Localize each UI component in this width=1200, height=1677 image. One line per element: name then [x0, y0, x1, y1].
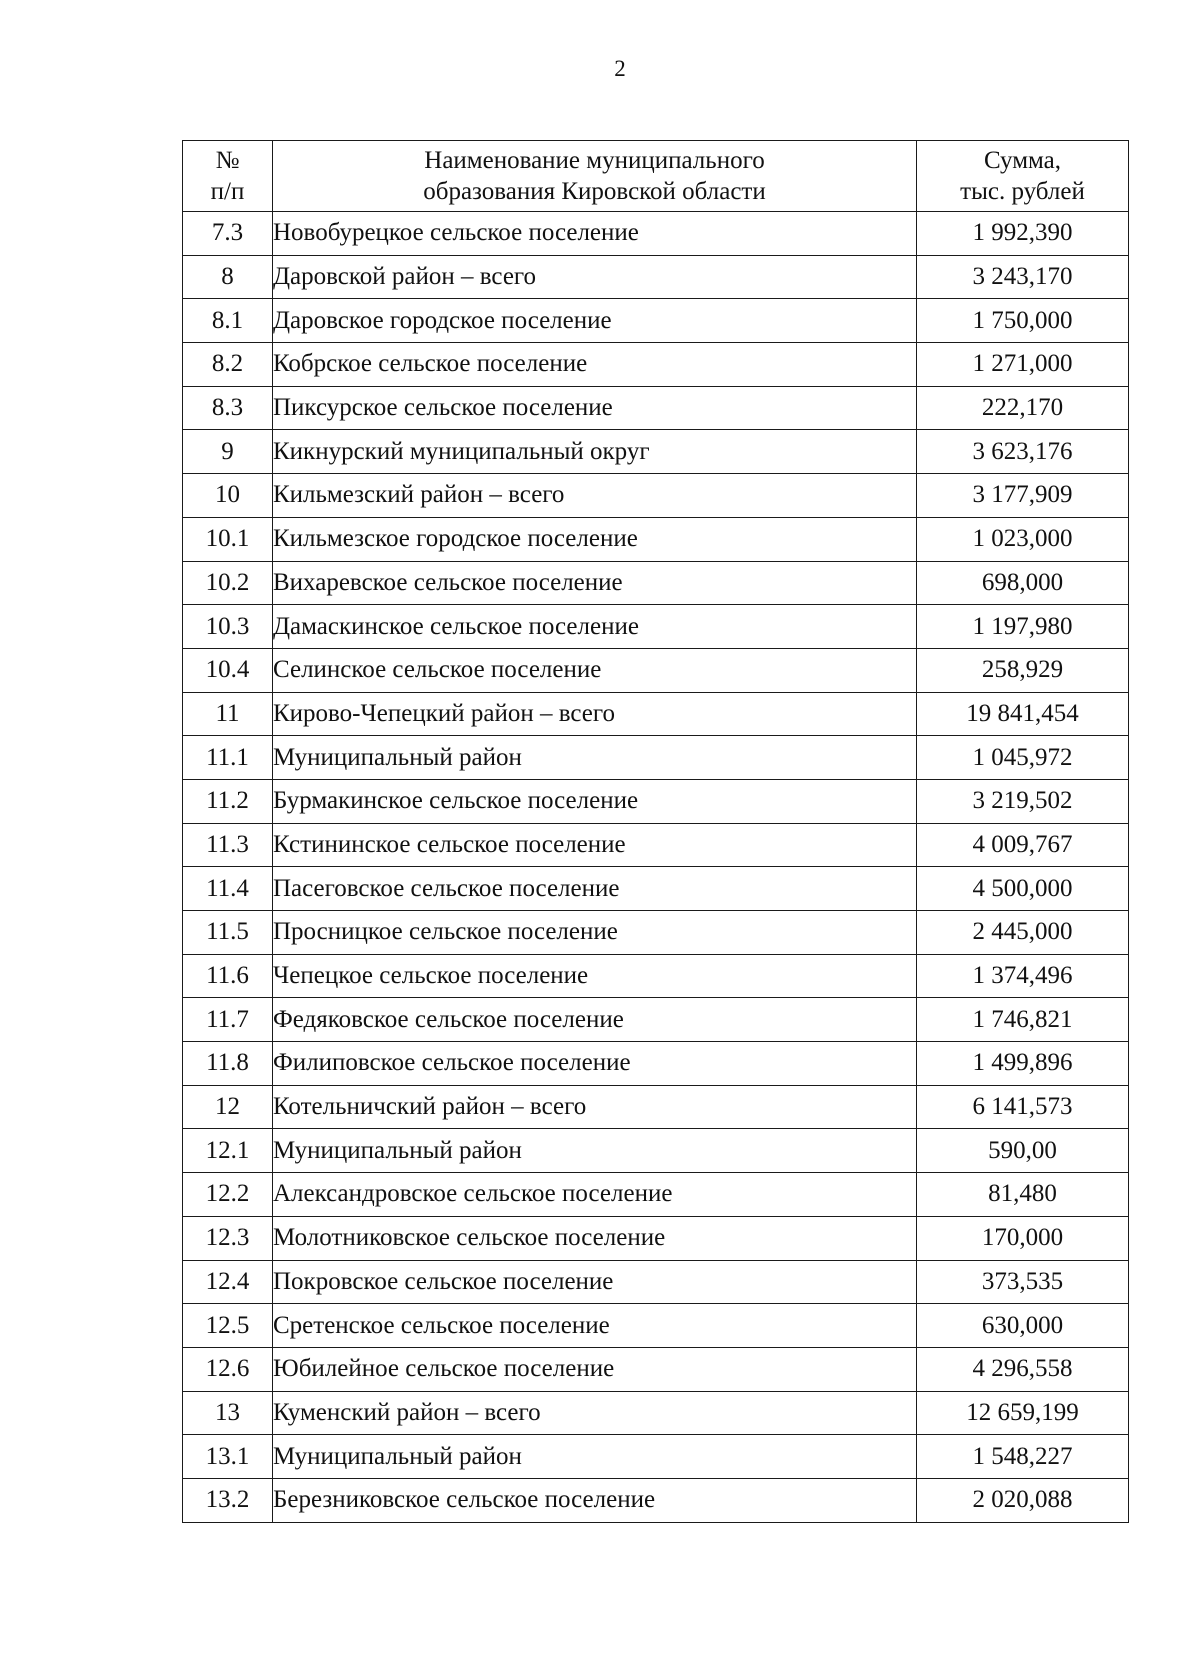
municipality-name: Пиксурское сельское поселение: [273, 386, 917, 430]
amount: 3 219,502: [917, 779, 1129, 823]
row-number: 11: [183, 692, 273, 736]
table-row: [183, 998, 1129, 1042]
table-row: [183, 1173, 1129, 1217]
amount: 1 750,000: [917, 299, 1129, 343]
table-row: [183, 430, 1129, 474]
municipality-name: Чепецкое сельское поселение: [273, 954, 917, 998]
municipality-name: Сретенское сельское поселение: [273, 1304, 917, 1348]
header-sum-line2: тыс. рублей: [960, 178, 1085, 205]
table-row: [183, 386, 1129, 430]
row-number: 13.2: [183, 1478, 273, 1522]
table-row: [183, 1347, 1129, 1391]
amount: 1 992,390: [917, 212, 1129, 256]
row-number: 12.6: [183, 1347, 273, 1391]
municipality-name: Кобрское сельское поселение: [273, 343, 917, 387]
row-number: 11.4: [183, 867, 273, 911]
municipality-name: Молотниковское сельское поселение: [273, 1216, 917, 1260]
amount: 12 659,199: [917, 1391, 1129, 1435]
municipality-name: Кирово-Чепецкий район – всего: [273, 692, 917, 736]
header-num: [183, 141, 273, 212]
table-row: [183, 343, 1129, 387]
amount: 3 177,909: [917, 474, 1129, 518]
page-number: 2: [614, 56, 626, 81]
amount: 6 141,573: [917, 1085, 1129, 1129]
table-row: [183, 299, 1129, 343]
row-number: 11.8: [183, 1042, 273, 1086]
row-number: 10.4: [183, 648, 273, 692]
row-number: 11.5: [183, 911, 273, 955]
header-name-line2: образования Кировской области: [423, 178, 766, 205]
row-number: 7.3: [183, 212, 273, 256]
amount: 630,000: [917, 1304, 1129, 1348]
row-number: 13.1: [183, 1435, 273, 1479]
municipality-name: Покровское сельское поселение: [273, 1260, 917, 1304]
municipality-name: Кильмезский район – всего: [273, 474, 917, 518]
municipality-name: Муниципальный район: [273, 1435, 917, 1479]
amount: 4 500,000: [917, 867, 1129, 911]
amount: 4 296,558: [917, 1347, 1129, 1391]
row-number: 10.3: [183, 605, 273, 649]
municipality-name: Даровской район – всего: [273, 255, 917, 299]
municipality-name: Даровское городское поселение: [273, 299, 917, 343]
row-number: 11.2: [183, 779, 273, 823]
table-row: [183, 561, 1129, 605]
table-header: [183, 141, 1129, 212]
amount: 698,000: [917, 561, 1129, 605]
municipality-name: Куменский район – всего: [273, 1391, 917, 1435]
table-row: [183, 1435, 1129, 1479]
row-number: 11.6: [183, 954, 273, 998]
table-body: [183, 212, 1129, 1523]
row-number: 11.3: [183, 823, 273, 867]
row-number: 12.3: [183, 1216, 273, 1260]
header-sum: [917, 141, 1129, 212]
amount: 3 243,170: [917, 255, 1129, 299]
amount: 1 045,972: [917, 736, 1129, 780]
municipality-name: Селинское сельское поселение: [273, 648, 917, 692]
table-row: [183, 911, 1129, 955]
table-row: [183, 1216, 1129, 1260]
amount: 1 746,821: [917, 998, 1129, 1042]
amount: 81,480: [917, 1173, 1129, 1217]
amount: 1 197,980: [917, 605, 1129, 649]
row-number: 8.3: [183, 386, 273, 430]
amount: 2 020,088: [917, 1478, 1129, 1522]
row-number: 8.2: [183, 343, 273, 387]
amount: 258,929: [917, 648, 1129, 692]
municipality-name: Кикнурский муниципальный округ: [273, 430, 917, 474]
amount: 170,000: [917, 1216, 1129, 1260]
municipality-name: Юбилейное сельское поселение: [273, 1347, 917, 1391]
amount: 19 841,454: [917, 692, 1129, 736]
row-number: 12.2: [183, 1173, 273, 1217]
header-name-line1: Наименование муниципального: [424, 147, 765, 174]
table-row: [183, 1478, 1129, 1522]
header-name: [273, 141, 917, 212]
municipality-name: Кильмезское городское поселение: [273, 517, 917, 561]
header-num-line1: №: [215, 147, 240, 174]
amount: 4 009,767: [917, 823, 1129, 867]
amount: 1 271,000: [917, 343, 1129, 387]
municipality-name: Кстининское сельское поселение: [273, 823, 917, 867]
header-row: [183, 141, 1129, 212]
row-number: 12.5: [183, 1304, 273, 1348]
amount: 590,00: [917, 1129, 1129, 1173]
row-number: 13: [183, 1391, 273, 1435]
municipality-name: Березниковское сельское поселение: [273, 1478, 917, 1522]
table-row: [183, 255, 1129, 299]
table-row: [183, 648, 1129, 692]
amount: 1 374,496: [917, 954, 1129, 998]
table-row: [183, 605, 1129, 649]
table-row: [183, 1085, 1129, 1129]
amount: 2 445,000: [917, 911, 1129, 955]
municipality-name: Бурмакинское сельское поселение: [273, 779, 917, 823]
table-row: [183, 1042, 1129, 1086]
row-number: 11.7: [183, 998, 273, 1042]
amount: 3 623,176: [917, 430, 1129, 474]
allocation-table: [182, 140, 1129, 1523]
table-row: [183, 212, 1129, 256]
amount: 222,170: [917, 386, 1129, 430]
row-number: 9: [183, 430, 273, 474]
row-number: 10.2: [183, 561, 273, 605]
table-row: [183, 1391, 1129, 1435]
table-row: [183, 954, 1129, 998]
row-number: 8.1: [183, 299, 273, 343]
amount: 1 548,227: [917, 1435, 1129, 1479]
municipality-name: Дамаскинское сельское поселение: [273, 605, 917, 649]
municipality-name: Филиповское сельское поселение: [273, 1042, 917, 1086]
municipality-name: Пасеговское сельское поселение: [273, 867, 917, 911]
row-number: 8: [183, 255, 273, 299]
row-number: 10: [183, 474, 273, 518]
row-number: 12.1: [183, 1129, 273, 1173]
table-row: [183, 779, 1129, 823]
municipality-name: Котельничский район – всего: [273, 1085, 917, 1129]
table-row: [183, 517, 1129, 561]
table-row: [183, 736, 1129, 780]
header-sum-line1: Сумма,: [983, 147, 1062, 174]
municipality-name: Александровское сельское поселение: [273, 1173, 917, 1217]
municipality-name: Просницкое сельское поселение: [273, 911, 917, 955]
header-num-line2: п/п: [210, 178, 245, 205]
municipality-name: Вихаревское сельское поселение: [273, 561, 917, 605]
amount: 373,535: [917, 1260, 1129, 1304]
row-number: 12.4: [183, 1260, 273, 1304]
table-row: [183, 1129, 1129, 1173]
row-number: 11.1: [183, 736, 273, 780]
table-row: [183, 474, 1129, 518]
amount: 1 499,896: [917, 1042, 1129, 1086]
municipality-name: Муниципальный район: [273, 736, 917, 780]
amount: 1 023,000: [917, 517, 1129, 561]
table-row: [183, 692, 1129, 736]
municipality-name: Муниципальный район: [273, 1129, 917, 1173]
table-row: [183, 1304, 1129, 1348]
municipality-name: Федяковское сельское поселение: [273, 998, 917, 1042]
municipality-name: Новобурецкое сельское поселение: [273, 212, 917, 256]
row-number: 12: [183, 1085, 273, 1129]
table-row: [183, 1260, 1129, 1304]
row-number: 10.1: [183, 517, 273, 561]
table-row: [183, 867, 1129, 911]
table-row: [183, 823, 1129, 867]
